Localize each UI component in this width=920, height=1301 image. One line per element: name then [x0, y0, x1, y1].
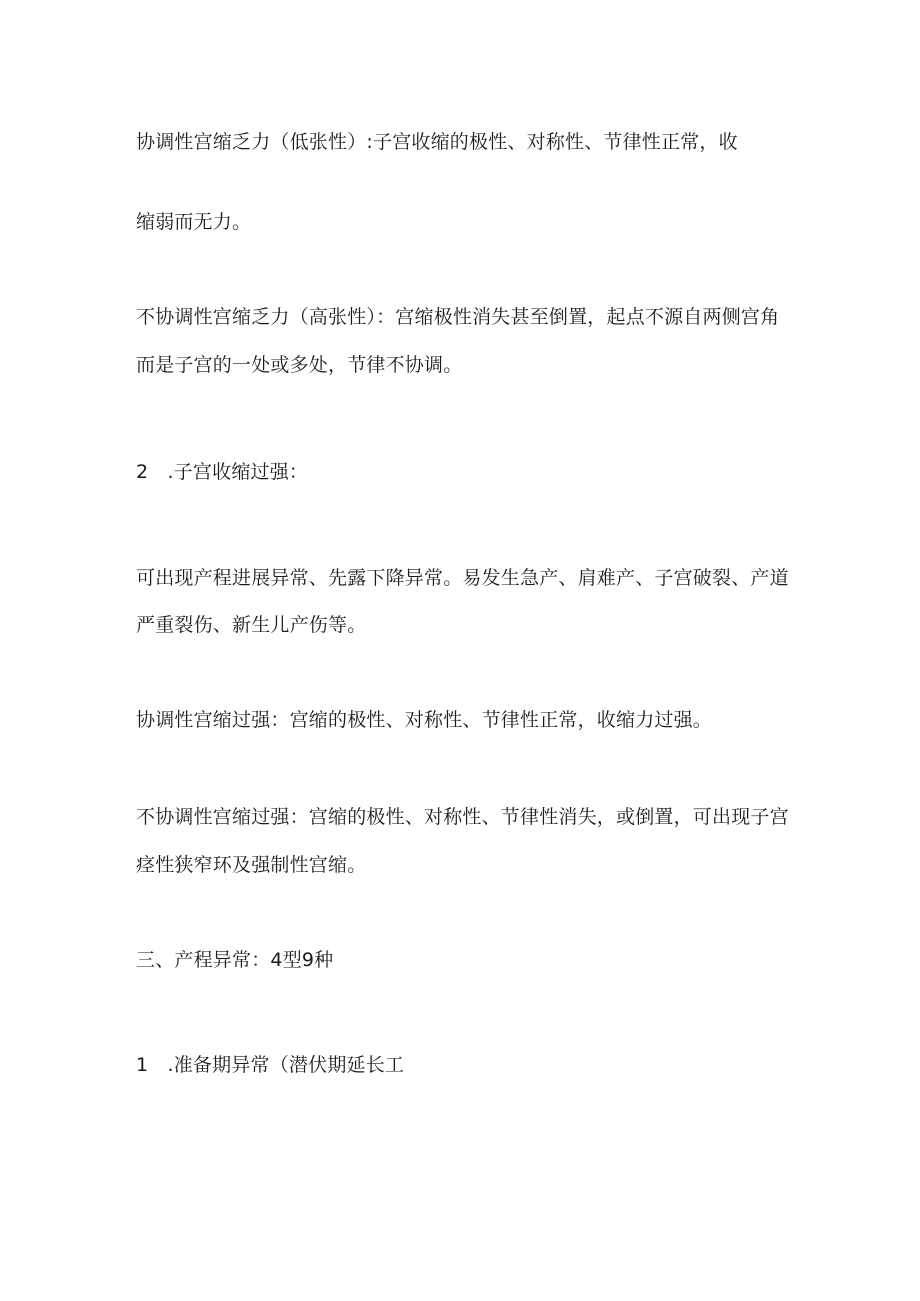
subheading-preparatory-phase-abnormality: 1 .准备期异常（潜伏期延长工 [136, 1054, 405, 1076]
section-heading-labor-abnormality: 三、产程异常：4型9种 [136, 949, 334, 971]
paragraph-coordinated-weak-contraction-line-1: 协调性宫缩乏力（低张性）:子宫收缩的极性、对称性、节律性正常，收 [136, 131, 738, 153]
paragraph-uncoordinated-excessive-contraction-line-1: 不协调性宫缩过强：宫缩的极性、对称性、节律性消失，或倒置，可出现子宫 [136, 806, 789, 828]
paragraph-uncoordinated-weak-contraction-line-2: 而是子宫的一处或多处，节律不协调。 [136, 354, 463, 376]
paragraph-uncoordinated-excessive-contraction-line-2: 痉性狭窄环及强制性宫缩。 [136, 854, 367, 876]
paragraph-uncoordinated-weak-contraction-line-1: 不协调性宫缩乏力（高张性）：宫缩极性消失甚至倒置，起点不源自两侧宫角 [136, 306, 780, 328]
heading-excessive-contraction: 2 .子宫收缩过强： [136, 461, 309, 483]
paragraph-excessive-contraction-effects-line-2: 严重裂伤、新生儿产伤等。 [136, 614, 367, 636]
paragraph-coordinated-weak-contraction-line-2: 缩弱而无力。 [136, 211, 252, 233]
paragraph-coordinated-excessive-contraction: 协调性宫缩过强：宫缩的极性、对称性、节律性正常，收缩力过强。 [136, 709, 713, 731]
paragraph-excessive-contraction-effects-line-1: 可出现产程进展异常、先露下降异常。易发生急产、肩难产、子宫破裂、产道 [136, 567, 789, 589]
